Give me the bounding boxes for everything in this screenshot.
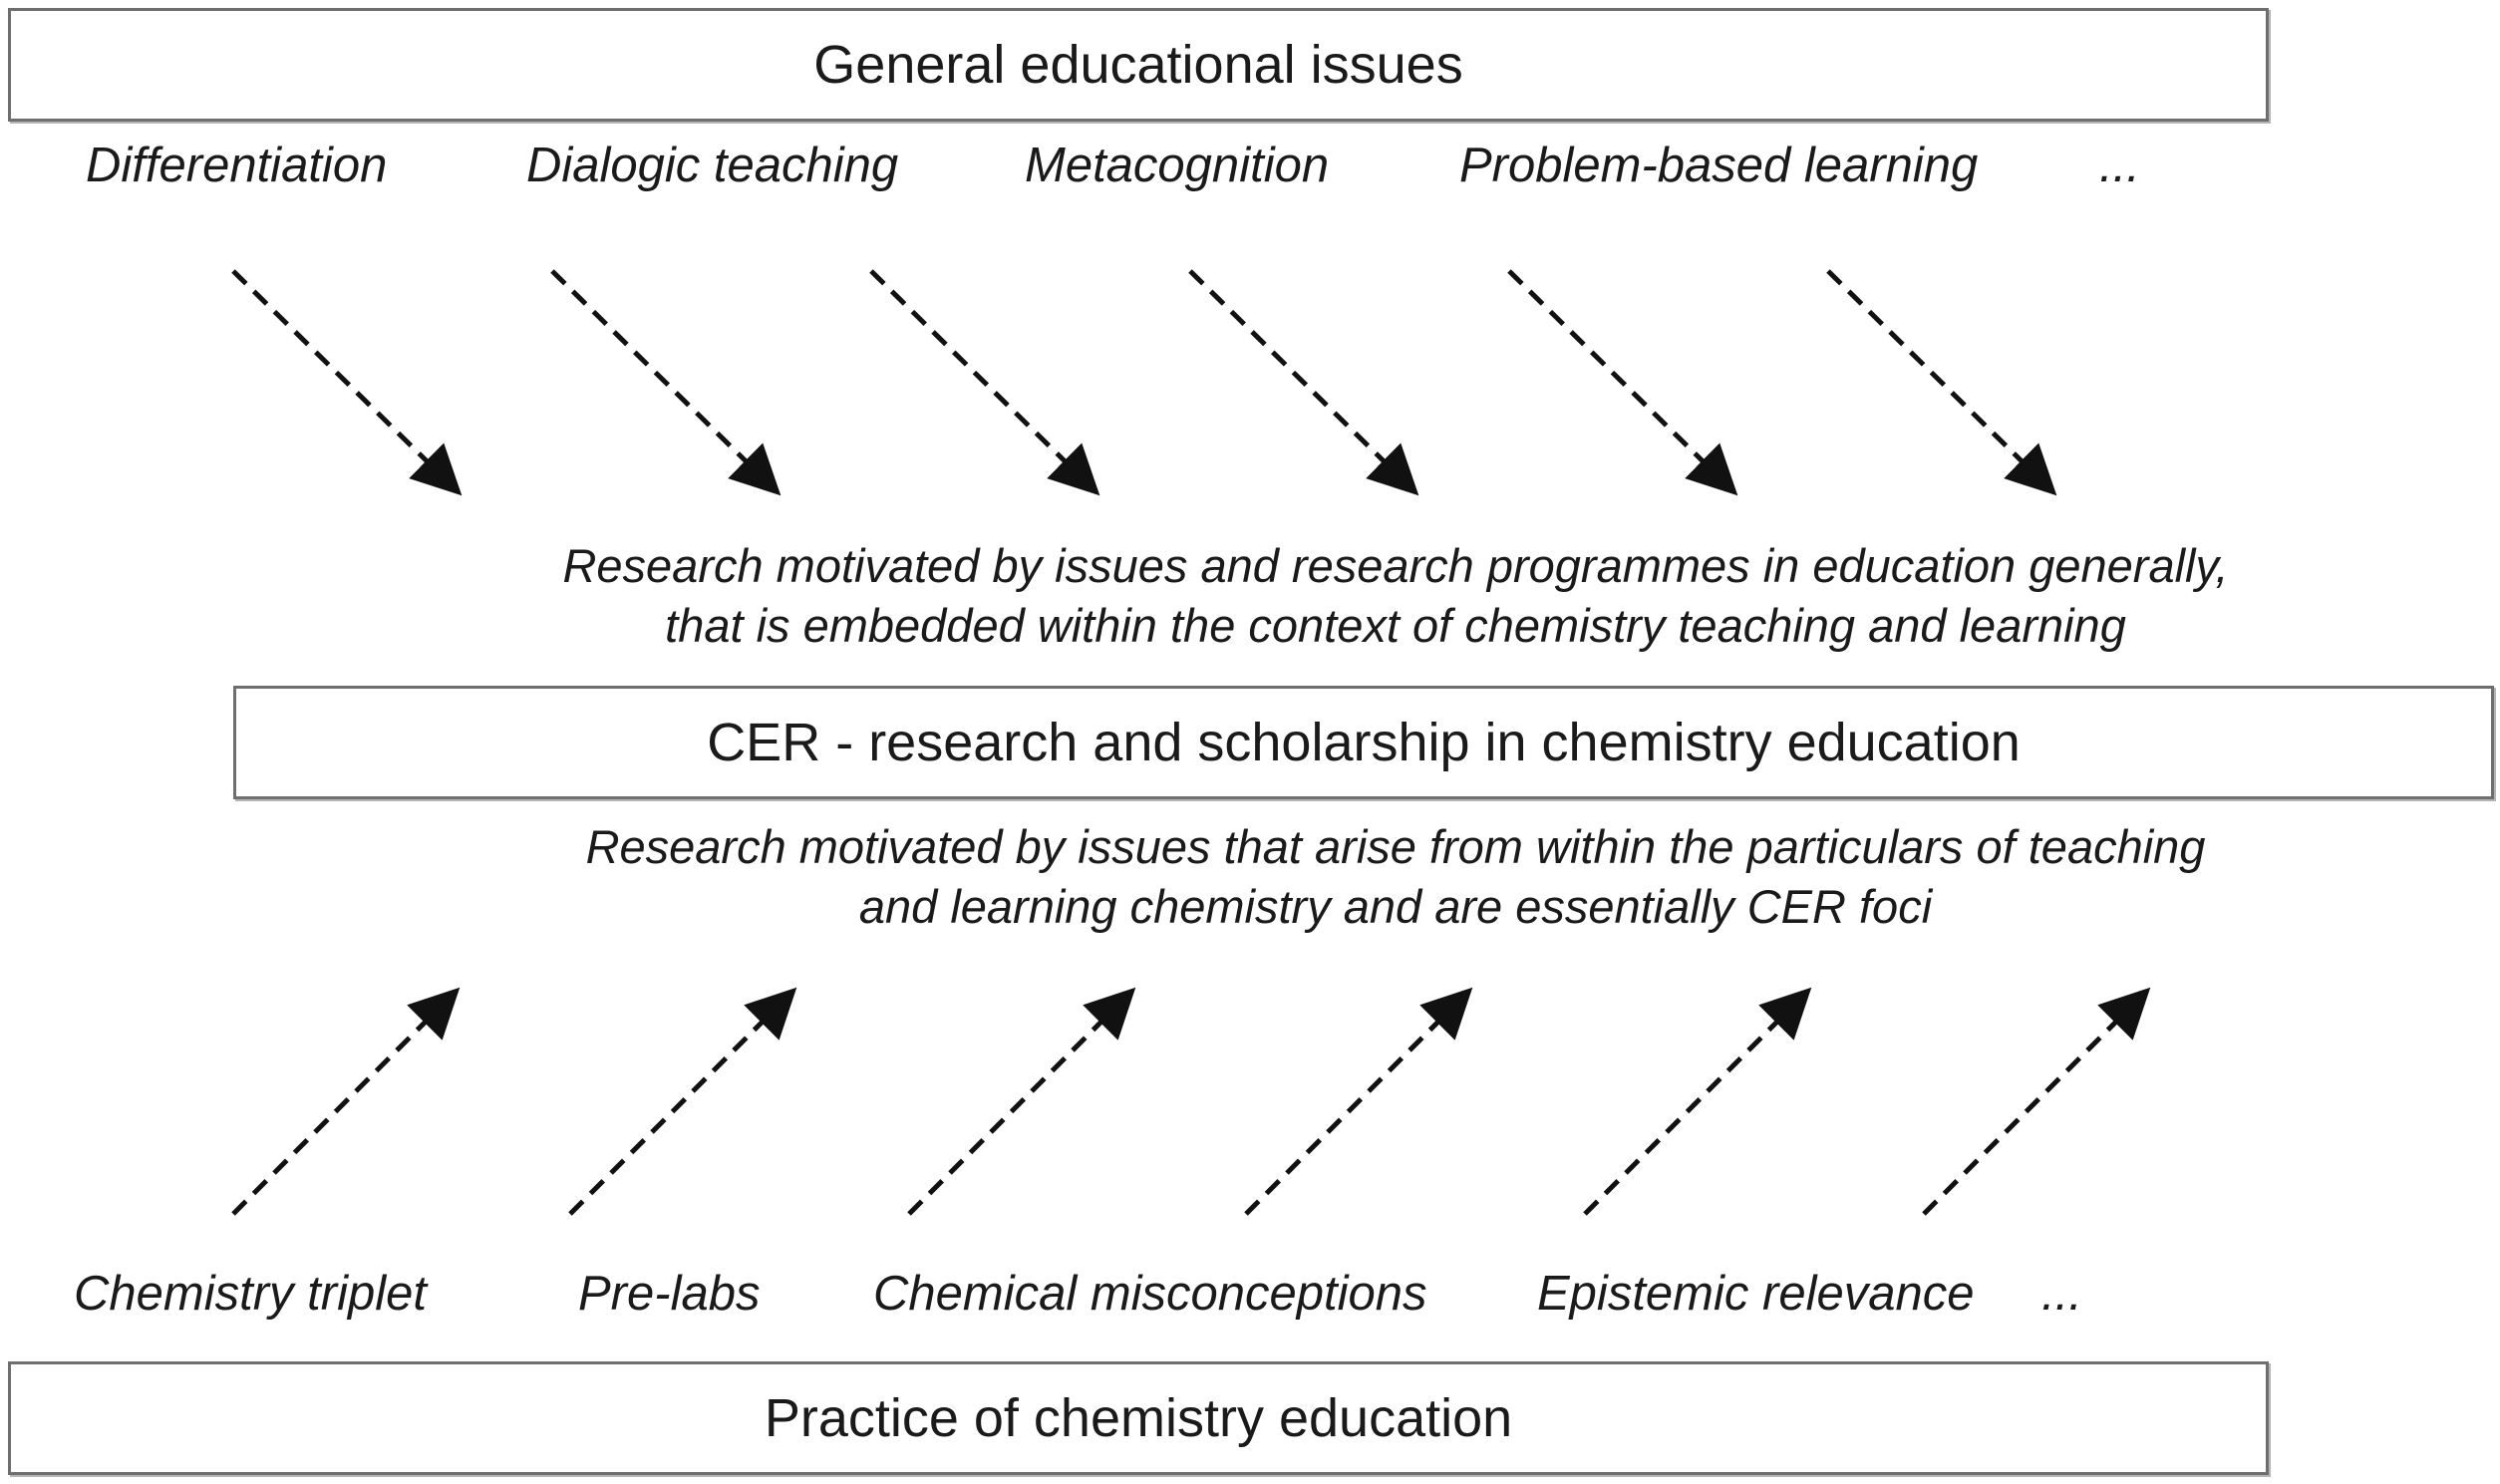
arrow-down-6 — [1828, 271, 2051, 490]
arrow-up-1 — [233, 993, 455, 1214]
focus-chemical-misconceptions: Chemical misconceptions — [873, 1267, 1427, 1321]
focus-chemistry-triplet: Chemistry triplet — [74, 1267, 427, 1321]
focus-ellipsis: ... — [2041, 1267, 2082, 1321]
caption-foci-line-2: and learning chemistry and are essentially CER foci — [858, 880, 1933, 933]
cer-box — [233, 686, 2494, 799]
arrow-up-4 — [1246, 993, 1467, 1214]
arrow-up-5 — [1585, 993, 1806, 1214]
arrow-up-2 — [570, 993, 791, 1214]
arrow-down-1 — [233, 271, 457, 490]
issue-dialogic-teaching: Dialogic teaching — [526, 139, 899, 192]
practice-box — [8, 1361, 2269, 1475]
caption-general-line-2: that is embedded within the context of chemistry teaching and learning — [665, 599, 2126, 652]
issue-ellipsis: ... — [2099, 139, 2140, 192]
practice-label: Practice of chemistry education — [764, 1388, 1513, 1448]
caption-general-research — [299, 536, 2492, 656]
arrow-up-3 — [909, 993, 1130, 1214]
focus-epistemic-relevance: Epistemic relevance — [1537, 1267, 1975, 1321]
general-educational-issues-label: General educational issues — [813, 35, 1463, 95]
cer-label: CER - research and scholarship in chemistry education — [707, 713, 2021, 772]
caption-general-line-1: Research motivated by issues and research programmes in education generally, — [562, 539, 2229, 592]
arrow-down-5 — [1509, 271, 1732, 490]
issue-problem-based-learning: Problem-based learning — [1459, 139, 1979, 192]
issue-metacognition: Metacognition — [1025, 139, 1330, 192]
issue-differentiation: Differentiation — [86, 139, 388, 192]
focus-pre-labs: Pre-labs — [578, 1267, 761, 1321]
arrow-up-6 — [1924, 993, 2145, 1214]
arrow-down-2 — [552, 271, 776, 490]
caption-foci-line-1: Research motivated by issues that arise from within the particulars of teaching — [585, 820, 2206, 873]
arrow-down-3 — [871, 271, 1094, 490]
caption-cer-foci-research — [299, 817, 2492, 937]
arrow-down-4 — [1190, 271, 1413, 490]
